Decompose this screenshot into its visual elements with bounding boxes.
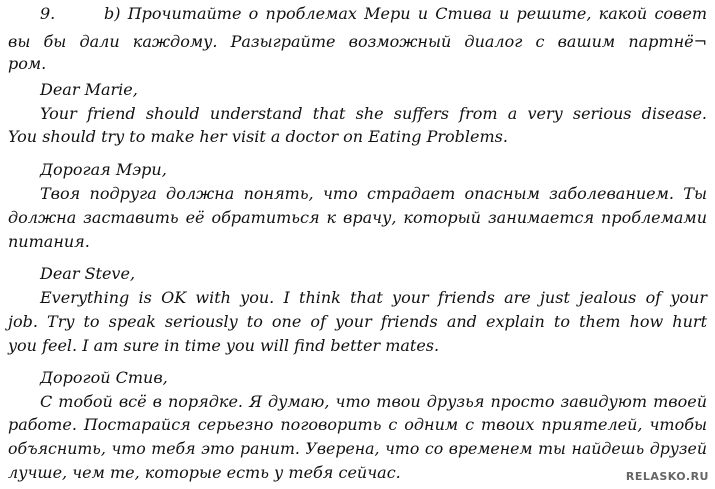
letter-line: лучше, чем те, которые есть у тебя сейчас. (8, 463, 401, 482)
letter-greeting-steve-ru: Дорогой Стив, (40, 368, 168, 387)
letter-line: Your friend should understand that she suffers from a very serious disease. (40, 104, 707, 123)
letter-line: объяснить, что тебя это ранит. Уверена, что со временем ты найдешь друзей (8, 439, 707, 458)
task-line-3: ром. (8, 54, 47, 73)
letter-line: job. Try to speak seriously to one of your friends and explain to them how hurt (8, 312, 707, 331)
letter-line: You should try to make her visit a doctor on Eating Problems. (8, 127, 508, 146)
letter-greeting-marie-ru: Дорогая Мэри, (40, 160, 167, 179)
letter-line: должна заставить её обратиться к врачу, который занимается проблемами (8, 208, 707, 227)
letter-line: you feel. I am sure in time you will find better mates. (8, 336, 440, 355)
task-line-1 (8, 4, 707, 24)
letter-line: работе. Постарайся серьезно поговорить с одним с твоих приятелей, чтобы (8, 415, 707, 434)
letter-greeting-marie-en: Dear Marie, (40, 80, 138, 99)
letter-greeting-steve-en: Dear Steve, (40, 264, 136, 283)
watermark: RELASKO.RU (625, 470, 709, 483)
task-number: 9. (40, 4, 56, 23)
task-line-2: вы бы дали каждому. Разыграйте возможный диалог с вашим партнё¬ (8, 32, 707, 51)
task-text-1: b) Прочитайте о проблемах Мери и Стива и решите, какой совет (104, 4, 707, 23)
letter-line: Твоя подруга должна понять, что страдает опасным заболеванием. Ты (40, 184, 707, 203)
letter-line: Everything is OK with you. I think that your friends are just jealous of your (40, 288, 707, 307)
letter-line: питания. (8, 232, 90, 251)
letter-line: С тобой всё в порядке. Я думаю, что твои друзья просто завидуют твоей (40, 392, 707, 411)
